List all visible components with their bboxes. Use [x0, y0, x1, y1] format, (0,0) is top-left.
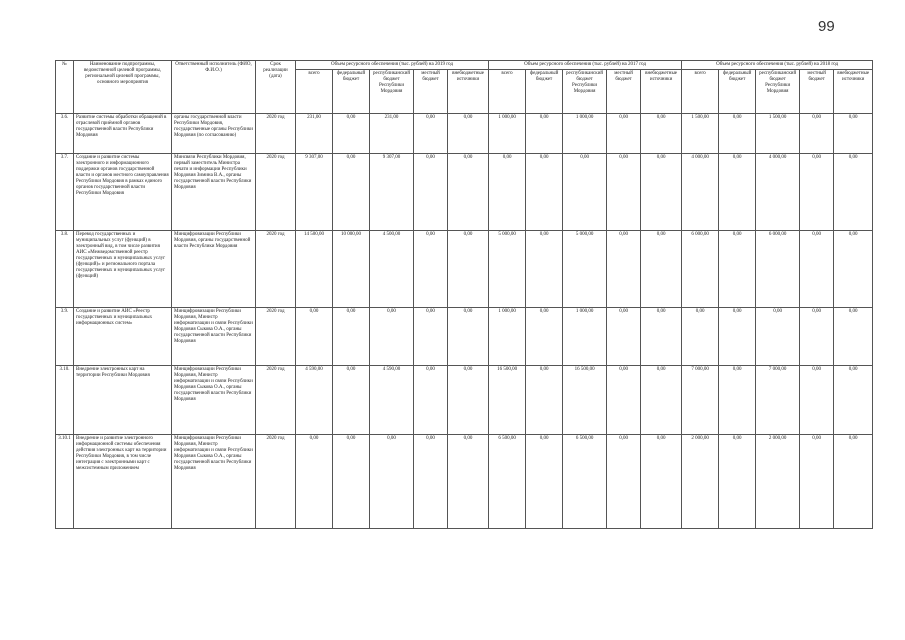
value-cell: 0,00	[448, 308, 489, 366]
value-cell: 2 000,00	[756, 435, 800, 529]
value-cell: 0,00	[296, 435, 333, 529]
value-cell: 0,00	[756, 308, 800, 366]
row-term: 2020 год	[256, 308, 296, 366]
table-row	[56, 308, 873, 366]
value-cell: 1 000,00	[489, 308, 526, 366]
value-cell: 0,00	[448, 114, 489, 154]
value-cell: 1 500,00	[756, 114, 800, 154]
value-cell: 1 000,00	[489, 114, 526, 154]
value-cell: 0,00	[607, 435, 641, 529]
value-cell: 0,00	[414, 154, 448, 231]
value-cell: 0,00	[719, 308, 756, 366]
value-cell: 0,00	[719, 435, 756, 529]
row-number: 3.6.	[56, 114, 74, 154]
value-cell: 0,00	[448, 366, 489, 435]
value-cell: 0,00	[800, 114, 834, 154]
value-cell: 4 500,00	[370, 231, 414, 308]
row-name: Создание и развитие АИС «Реестр государственных и муниципальных информационных систем»	[74, 308, 172, 366]
value-cell: 7 000,00	[756, 366, 800, 435]
value-cell: 6 500,00	[563, 435, 607, 529]
row-responsible: Минцифровизации Республики Мордовия, Министр информатизации и связи Республики Мордовия Сыкова О.А., органы государственной власти Республики Мордовия	[172, 366, 256, 435]
row-term: 2020 год	[256, 154, 296, 231]
value-cell: 0,00	[448, 154, 489, 231]
value-cell: 0,00	[333, 435, 370, 529]
value-cell: 0,00	[448, 435, 489, 529]
header-no: №	[56, 61, 74, 114]
value-cell: 6 000,00	[682, 231, 719, 308]
row-name: Перевод государственных и муниципальных услуг (функций) в электронный вид, в том числе развития АИС «Межведомственной реестр государственных и муниципальных услуг (функций)» и регионального портала государственных и муниципальных услуг (функций)	[74, 231, 172, 308]
value-cell: 4 590,00	[370, 366, 414, 435]
value-cell: 6 000,00	[756, 231, 800, 308]
header-sub-local: местный бюджет	[414, 70, 448, 114]
value-cell: 0,00	[641, 435, 682, 529]
value-cell: 4 000,00	[756, 154, 800, 231]
row-responsible: органы государственной власти Республики Мордовия, государственные органы Республики Мордовия (по согласованию)	[172, 114, 256, 154]
header-name: Наименование подпрограммы, ведомственной целевой программы, региональной целевой программы, основного мероприятия	[74, 61, 172, 114]
value-cell: 231,00	[370, 114, 414, 154]
row-number: 3.9.	[56, 308, 74, 366]
value-cell: 16 500,00	[489, 366, 526, 435]
header-group-2018: Объем ресурсного обеспечения (тыс. рублей) на 2018 год	[682, 61, 873, 70]
table-row	[56, 366, 873, 435]
value-cell: 0,00	[834, 231, 873, 308]
row-term: 2020 год	[256, 231, 296, 308]
budget-table	[55, 60, 873, 529]
value-cell: 0,00	[526, 435, 563, 529]
row-responsible: Минсвязи Республики Мордовия, первый заместитель Министра печати и информации Республики Мордовия Зимина В.А., органы государственной власти Республики Мордовия	[172, 154, 256, 231]
value-cell: 1 500,00	[682, 114, 719, 154]
value-cell: 0,00	[607, 366, 641, 435]
value-cell: 0,00	[719, 231, 756, 308]
value-cell: 0,00	[526, 154, 563, 231]
value-cell: 0,00	[563, 154, 607, 231]
value-cell: 0,00	[800, 435, 834, 529]
value-cell: 0,00	[834, 435, 873, 529]
value-cell: 0,00	[800, 366, 834, 435]
value-cell: 0,00	[370, 435, 414, 529]
value-cell: 1 000,00	[563, 308, 607, 366]
row-term: 2020 год	[256, 366, 296, 435]
row-name: Создание и развитие системы электронного и информационного поддержки органов государственной власти и органов местного самоуправления Республики Мордовия в рамках единого органов государственной власти Республики Мордовия	[74, 154, 172, 231]
value-cell: 0,00	[414, 435, 448, 529]
header-sub-local: местный бюджет	[607, 70, 641, 114]
value-cell: 16 500,00	[563, 366, 607, 435]
header-sub-republic: республиканский бюджет Республики Мордовия	[563, 70, 607, 114]
value-cell: 14 500,00	[296, 231, 333, 308]
row-name: Внедрение электронных карт на территории Республики Мордовия	[74, 366, 172, 435]
header-group-2017: Объем ресурсного обеспечения (тыс. рублей) на 2017 год	[489, 61, 682, 70]
value-cell: 0,00	[834, 366, 873, 435]
table-header	[56, 61, 873, 114]
header-group-2019: Объем ресурсного обеспечения (тыс. рублей) на 2019 год	[296, 61, 489, 70]
header-sub-republic: республиканский бюджет Республики Мордовия	[756, 70, 800, 114]
header-responsible: Ответственный исполнитель (ФИО, Ф.И.О.)	[172, 61, 256, 114]
row-responsible: Минцифровизации Республики Мордовия, Министр информатизации и связи Республики Мордовия Сыкова О.А., органы государственной власти Республики Мордовия	[172, 435, 256, 529]
header-sub-federal: федеральный бюджет	[526, 70, 563, 114]
value-cell: 0,00	[641, 308, 682, 366]
header-sub-extra: внебюджетные источники	[448, 70, 489, 114]
value-cell: 231,00	[296, 114, 333, 154]
value-cell: 0,00	[448, 231, 489, 308]
value-cell: 0,00	[800, 308, 834, 366]
value-cell: 0,00	[607, 154, 641, 231]
value-cell: 0,00	[719, 366, 756, 435]
row-name: Внедрение и развитие электронного информационной системы обеспечения действия электронных карт на территории Республики Мордовия, в том числе интеграция с электронными карт с межсистемным приложением	[74, 435, 172, 529]
value-cell: 0,00	[607, 114, 641, 154]
value-cell: 0,00	[296, 308, 333, 366]
value-cell: 0,00	[414, 308, 448, 366]
row-number: 3.10.	[56, 366, 74, 435]
header-sub-extra: внебюджетные источники	[641, 70, 682, 114]
value-cell: 0,00	[641, 154, 682, 231]
header-sub-federal: федеральный бюджет	[333, 70, 370, 114]
row-responsible: Минцифровизации Республики Мордовия, органы государственной власти Республики Мордовия	[172, 231, 256, 308]
value-cell: 0,00	[333, 308, 370, 366]
table-row	[56, 231, 873, 308]
value-cell: 0,00	[800, 154, 834, 231]
header-sub-total: всего	[296, 70, 333, 114]
value-cell: 0,00	[800, 231, 834, 308]
header-term: Срок реализации (дата)	[256, 61, 296, 114]
value-cell: 6 500,00	[489, 435, 526, 529]
row-number: 3.7.	[56, 154, 74, 231]
header-sub-local: местный бюджет	[800, 70, 834, 114]
value-cell: 4 590,00	[296, 366, 333, 435]
table-row	[56, 435, 873, 529]
value-cell: 0,00	[719, 154, 756, 231]
value-cell: 1 000,00	[563, 114, 607, 154]
value-cell: 0,00	[333, 114, 370, 154]
value-cell: 0,00	[607, 231, 641, 308]
value-cell: 0,00	[641, 231, 682, 308]
value-cell: 0,00	[333, 154, 370, 231]
value-cell: 0,00	[607, 308, 641, 366]
row-number: 3.8.	[56, 231, 74, 308]
table-row	[56, 154, 873, 231]
value-cell: 0,00	[526, 366, 563, 435]
value-cell: 2 000,00	[682, 435, 719, 529]
value-cell: 9 307,00	[296, 154, 333, 231]
row-term: 2020 год	[256, 114, 296, 154]
value-cell: 7 000,00	[682, 366, 719, 435]
value-cell: 0,00	[370, 308, 414, 366]
row-number: 3.10.1	[56, 435, 74, 529]
page-number: 99	[818, 18, 835, 35]
value-cell: 0,00	[641, 114, 682, 154]
header-sub-extra: внебюджетные источники	[834, 70, 873, 114]
value-cell: 0,00	[834, 114, 873, 154]
value-cell: 0,00	[834, 154, 873, 231]
value-cell: 0,00	[526, 308, 563, 366]
value-cell: 0,00	[414, 114, 448, 154]
row-term: 2020 год	[256, 435, 296, 529]
value-cell: 0,00	[682, 308, 719, 366]
header-sub-federal: федеральный бюджет	[719, 70, 756, 114]
value-cell: 5 000,00	[563, 231, 607, 308]
value-cell: 0,00	[834, 308, 873, 366]
header-sub-total: всего	[682, 70, 719, 114]
value-cell: 0,00	[526, 114, 563, 154]
table-row	[56, 114, 873, 154]
value-cell: 0,00	[526, 231, 563, 308]
value-cell: 0,00	[333, 366, 370, 435]
value-cell: 4 000,00	[682, 154, 719, 231]
value-cell: 0,00	[414, 366, 448, 435]
value-cell: 5 000,00	[489, 231, 526, 308]
value-cell: 0,00	[719, 114, 756, 154]
header-sub-republic: республиканский бюджет Республики Мордовия	[370, 70, 414, 114]
row-name: Развитие системы обработки обращений в отраслевой приёмной органов государственной власти Республики Мордовия	[74, 114, 172, 154]
row-responsible: Минцифровизации Республики Мордовия, Министр информатизации и связи Республики Мордовия Сыкова О.А., органы государственной власти Республики Мордовия	[172, 308, 256, 366]
header-sub-total: всего	[489, 70, 526, 114]
value-cell: 10 000,00	[333, 231, 370, 308]
value-cell: 9 307,00	[370, 154, 414, 231]
value-cell: 0,00	[641, 366, 682, 435]
value-cell: 0,00	[414, 231, 448, 308]
value-cell: 0,00	[489, 154, 526, 231]
